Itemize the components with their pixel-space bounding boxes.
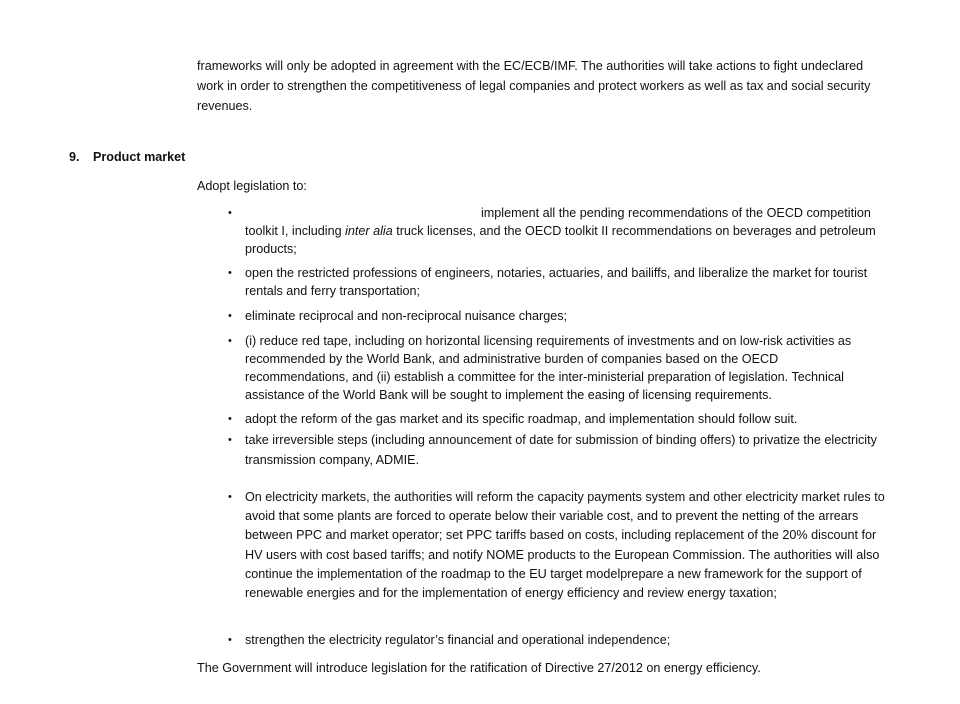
section-number: 9. [69,150,80,164]
list-item-text: adopt the reform of the gas market and its specific roadmap, and implementation should follow suit. [245,412,798,426]
adopt-intro: Adopt legislation to: [197,179,307,193]
list-item-text: strengthen the electricity regulator’s financial and operational independence; [245,633,671,647]
list-item-text: On electricity markets, the authorities will reform the capacity payments system and other electricity market rules to avoid that some plants are forced to operate below their variable cost, and to prevent the netting of the arrears between PPC and market operator; set PPC tariffs based on costs, including replacement of the 20% discount for HV users with cost based tariffs; and notify NOME products to the European Commission. The authorities will also continue the implementation of the roadmap to the EU target modelprepare a new framework for the support of renewable energies and for the implementation of energy efficiency and review energy taxation; [245,490,885,601]
section-heading [69,148,185,167]
bullet-icon: • [228,335,232,347]
bullet-icon: • [228,634,232,646]
list-item-text: implement all the pending recommendations of the OECD competition toolkit I, including inter alia truck licenses, and the OECD toolkit II recommendations on beverages and petroleum products; [245,206,876,256]
intro-paragraph: frameworks will only be adopted in agreement with the EC/ECB/IMF. The authorities will take actions to fight undeclared work in order to strengthen the competitiveness of legal companies and protect workers as well as tax and social security revenues. [197,59,871,113]
bullet-icon: • [228,413,232,425]
bullet-icon: • [228,434,232,446]
bullet-icon: • [228,310,232,322]
closing-paragraph: The Government will introduce legislation for the ratification of Directive 27/2012 on energy efficiency. [197,661,761,675]
list-item-text: open the restricted professions of engineers, notaries, actuaries, and bailiffs, and liberalize the market for tourist rentals and ferry transportation; [245,266,868,298]
section-title: Product market [93,150,186,164]
list-item-text: eliminate reciprocal and non-reciprocal nuisance charges; [245,309,568,323]
bullet-icon: • [228,267,232,279]
list-item-text: (i) reduce red tape, including on horizontal licensing requirements of investments and on low-risk activities as recommended by the World Bank, and administrative burden of companies based on the OECD recommendations, and (ii) establish a committee for the inter-ministerial preparation of legislation. Technical assistance of the World Bank will be sought to implement the easing of licensing requirements. [245,334,852,402]
bullet-icon: • [228,491,232,503]
list-item-text: take irreversible steps (including announcement of date for submission of binding offers) to privatize the electricity transmission company, ADMIE. [245,433,877,467]
bullet-icon: • [228,207,232,219]
